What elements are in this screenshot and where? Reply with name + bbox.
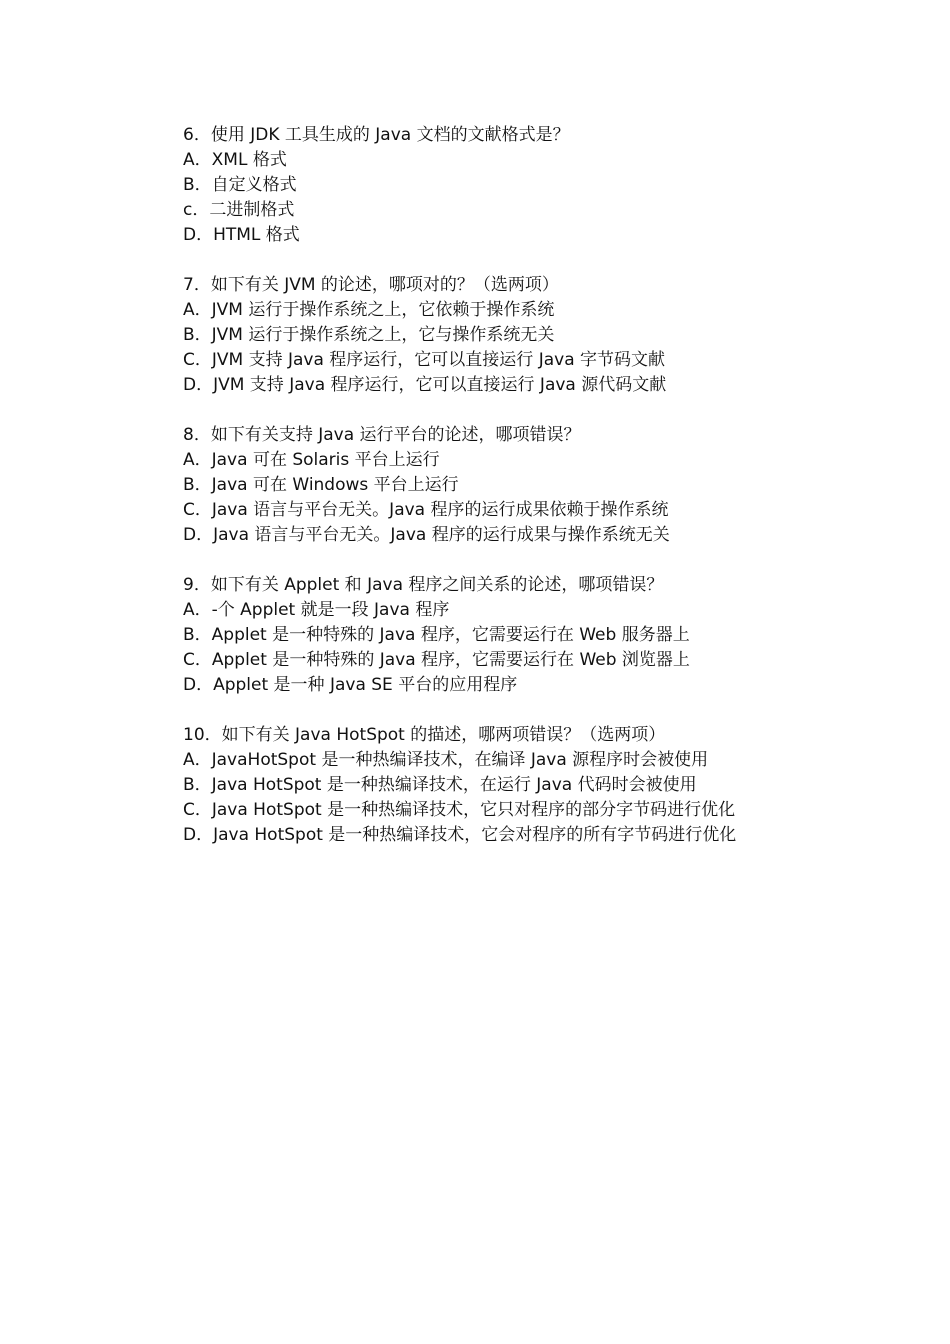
question-8 <box>183 423 883 548</box>
question-7 <box>183 273 883 398</box>
option-a: A．Java 可在 Solaris 平台上运行 <box>183 450 440 470</box>
option-d: D．HTML 格式 <box>183 225 300 245</box>
option-c: C．JVM 支持 Java 程序运行，它可以直接运行 Java 字节码文献 <box>183 350 666 370</box>
option-c: C．Java HotSpot 是一种热编译技术，它只对程序的部分字节码进行优化 <box>183 800 736 820</box>
option-b: B．Java HotSpot 是一种热编译技术，在运行 Java 代码时会被使用 <box>183 775 697 795</box>
option-b: B．Applet 是一种特殊的 Java 程序，它需要运行在 Web 服务器上 <box>183 625 690 645</box>
option-d: D．JVM 支持 Java 程序运行，它可以直接运行 Java 源代码文献 <box>183 375 667 395</box>
question-9 <box>183 573 883 698</box>
option-a: A．JavaHotSpot 是一种热编译技术，在编译 Java 源程序时会被使用 <box>183 750 709 770</box>
option-d: D．Java 语言与平台无关。Java 程序的运行成果与操作系统无关 <box>183 525 670 545</box>
question-10 <box>183 723 883 848</box>
option-a: A．JVM 运行于操作系统之上，它依赖于操作系统 <box>183 300 555 320</box>
question-stem: 10．如下有关 Java HotSpot 的描述，哪两项错误？（选两项） <box>183 725 666 745</box>
option-a: A．-个 Applet 就是一段 Java 程序 <box>183 600 450 620</box>
option-d: D．Applet 是一种 Java SE 平台的应用程序 <box>183 675 518 695</box>
option-c: c．二进制格式 <box>183 200 295 220</box>
option-b: B．自定义格式 <box>183 175 297 195</box>
question-stem: 9．如下有关 Applet 和 Java 程序之间关系的论述，哪项错误？ <box>183 575 664 595</box>
question-stem: 8．如下有关支持 Java 运行平台的论述，哪项错误？ <box>183 425 581 445</box>
option-d: D．Java HotSpot 是一种热编译技术，它会对程序的所有字节码进行优化 <box>183 825 737 845</box>
question-list <box>183 123 883 873</box>
option-c: C．Applet 是一种特殊的 Java 程序，它需要运行在 Web 浏览器上 <box>183 650 690 670</box>
question-stem: 6．使用 JDK 工具生成的 Java 文档的文献格式是？ <box>183 125 570 145</box>
option-b: B．Java 可在 Windows 平台上运行 <box>183 475 459 495</box>
option-c: C．Java 语言与平台无关。Java 程序的运行成果依赖于操作系统 <box>183 500 669 520</box>
question-stem: 7．如下有关 JVM 的论述，哪项对的？（选两项） <box>183 275 559 295</box>
option-b: B．JVM 运行于操作系统之上，它与操作系统无关 <box>183 325 555 345</box>
question-6 <box>183 123 883 248</box>
option-a: A．XML 格式 <box>183 150 287 170</box>
